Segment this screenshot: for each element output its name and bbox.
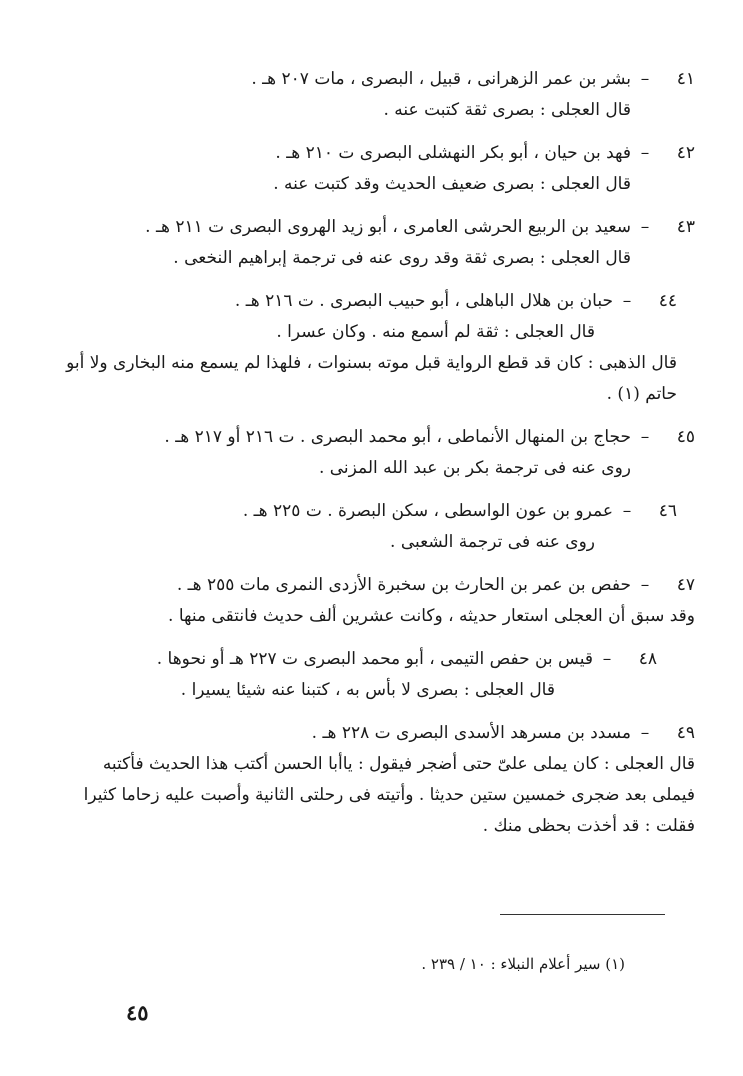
entries-list xyxy=(65,64,695,854)
entry-detail-line: قال العجلى : بصرى ثقة وقد روى عنه فى ترجمة إبراهيم النخعى . xyxy=(173,248,631,268)
entry-number: ٤٥ xyxy=(676,427,695,447)
entry-dash: – xyxy=(640,723,650,743)
entry-heading-text: حبان بن هلال الباهلى ، أبو حبيب البصرى . ت ٢١٦ هـ . xyxy=(234,291,613,311)
entry-detail-line: قال العجلى : بصرى لا بأس به ، كتبنا عنه شيئا يسيرا . xyxy=(180,680,555,700)
biography-entry xyxy=(65,64,695,126)
entry-heading-text: حفص بن عمر بن الحارث بن سخبرة الأزدى النمرى مات ٢٥٥ هـ . xyxy=(176,575,631,595)
entry-heading xyxy=(65,570,695,601)
entry-heading-text: قيس بن حفص التيمى ، أبو محمد البصرى ت ٢٢٧ هـ أو نحوها . xyxy=(156,649,593,669)
entry-detail-line: قال العجلى : بصرى ثقة كتبت عنه . xyxy=(383,100,631,120)
entry-heading-text: فهد بن حيان ، أبو بكر النهشلى البصرى ت ٢١٠ هـ . xyxy=(275,143,631,163)
entry-dash: – xyxy=(602,649,612,669)
entry-paragraph: قال الذهبى : كان قد قطع الرواية قبل موته بسنوات ، فلهذا لم يسمع منه البخارى ولا أبو حاتم (١) . xyxy=(66,353,677,404)
entry-detail-line: روى عنه فى ترجمة الشعبى . xyxy=(390,532,595,552)
biography-entry xyxy=(65,286,677,410)
entry-heading xyxy=(65,286,677,317)
entry-heading xyxy=(65,138,695,169)
entry-heading-text: بشر بن عمر الزهرانى ، قبيل ، البصرى ، مات ٢٠٧ هـ . xyxy=(251,69,631,89)
entry-dash: – xyxy=(640,427,650,447)
entry-heading xyxy=(65,496,677,527)
biography-entry xyxy=(65,570,695,632)
entry-heading-text: حجاج بن المنهال الأنماطى ، أبو محمد البصرى . ت ٢١٦ أو ٢١٧ هـ . xyxy=(164,427,631,447)
entry-dash: – xyxy=(640,575,650,595)
biography-entry xyxy=(65,644,657,706)
entry-heading xyxy=(65,212,695,243)
entry-number: ٤٢ xyxy=(676,143,695,163)
entry-dash: – xyxy=(640,143,650,163)
entry-number: ٤٦ xyxy=(658,501,677,521)
entry-number: ٤٣ xyxy=(676,217,695,237)
entry-heading-text: مسدد بن مسرهد الأسدى البصرى ت ٢٢٨ هـ . xyxy=(311,723,631,743)
entry-detail-line: قال العجلى : بصرى ضعيف الحديث وقد كتبت عنه . xyxy=(273,174,631,194)
entry-heading xyxy=(65,422,695,453)
biography-entry xyxy=(65,496,677,558)
entry-number: ٤٤ xyxy=(658,291,677,311)
entry-heading xyxy=(65,64,695,95)
entry-paragraph: وقد سبق أن العجلى استعار حديثه ، وكانت عشرين ألف حديث فانتقى منها . xyxy=(168,606,695,626)
entry-detail-line: قال العجلى : ثقة لم أسمع منه . وكان عسرا . xyxy=(276,322,595,342)
entry-paragraph: قال العجلى : كان يملى علىّ حتى أضجر فيقول : ياأبا الحسن أكتب هذا الحديث فأكتبه فيملى بعد ضجرى خمسين ستين حديثا . وأتيته فى رحلتى الثانية وأصبت عليه زحاما كثيرا فقلت : قد أخذت بحظى منك . xyxy=(83,754,695,836)
entry-dash: – xyxy=(640,217,650,237)
biography-entry xyxy=(65,138,695,200)
page-number: ٤٥ xyxy=(126,1000,149,1025)
entry-dash: – xyxy=(640,69,650,89)
entry-number: ٤٨ xyxy=(638,649,657,669)
entry-number: ٤٧ xyxy=(676,575,695,595)
entry-number: ٤٩ xyxy=(676,723,695,743)
entry-heading-text: عمرو بن عون الواسطى ، سكن البصرة . ت ٢٢٥ هـ . xyxy=(242,501,613,521)
entry-number: ٤١ xyxy=(676,69,695,89)
entry-heading xyxy=(65,718,695,749)
footnote: (١) سير أعلام النبلاء : ١٠ / ٢٣٩ . xyxy=(421,955,625,973)
footnote-separator xyxy=(500,914,665,915)
entry-dash: – xyxy=(622,291,632,311)
biography-entry xyxy=(65,422,695,484)
entry-heading xyxy=(65,644,657,675)
entry-heading-text: سعيد بن الربيع الحرشى العامرى ، أبو زيد الهروى البصرى ت ٢١١ هـ . xyxy=(145,217,631,237)
entry-detail-line: روى عنه فى ترجمة بكر بن عبد الله المزنى . xyxy=(318,458,631,478)
entry-dash: – xyxy=(622,501,632,521)
biography-entry xyxy=(65,212,695,274)
biography-entry xyxy=(65,718,695,842)
